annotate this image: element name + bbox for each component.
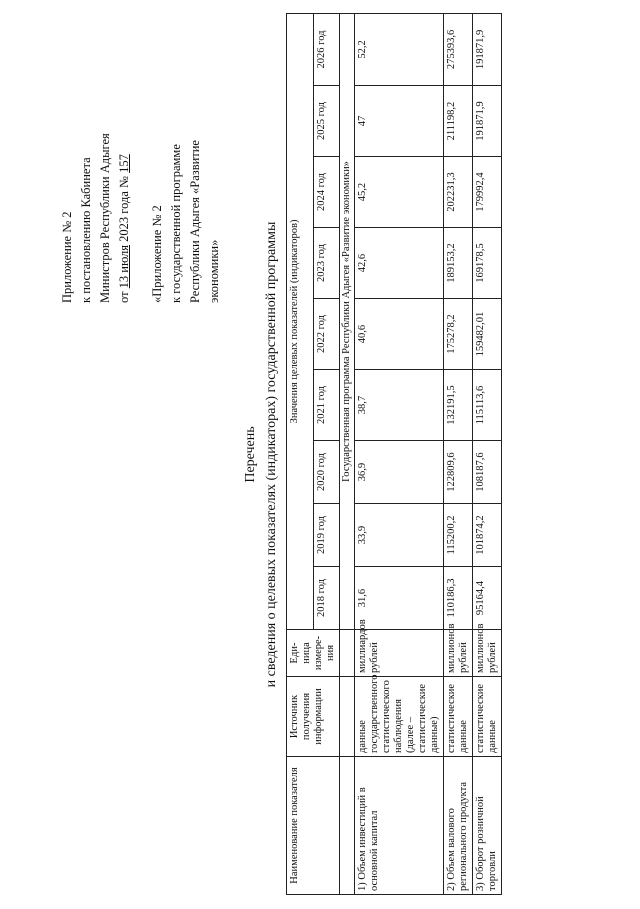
indicator-source: данные государственного статистического наблюдения (далее – статистические данные) — [355, 677, 444, 757]
value-cell: 189153,2 — [444, 228, 473, 299]
value-cell: 110186,3 — [444, 567, 473, 630]
header-year: 2023 год — [313, 228, 340, 299]
value-cell: 36,9 — [355, 441, 444, 504]
value-cell: 47 — [355, 86, 444, 157]
indicator-name: 1) Объем инвестиций в основной капитал — [355, 757, 444, 895]
value-cell: 179992,4 — [473, 157, 502, 228]
indicator-unit: миллионов рублей — [473, 630, 502, 677]
decree-number: 157 — [117, 154, 131, 173]
indicator-name: 2) Объем валового регионального продукта — [444, 757, 473, 895]
appendix-title: Приложение № 2 — [60, 211, 74, 303]
table-row — [444, 13, 473, 894]
header-year: 2019 год — [313, 504, 340, 567]
value-cell: 211198,2 — [444, 86, 473, 157]
appendix-line: к постановлению Кабинета — [79, 157, 93, 303]
header-name: Наименование показателя — [287, 757, 340, 895]
appendix-block — [58, 73, 224, 303]
value-cell: 202231,3 — [444, 157, 473, 228]
appendix-line: Министров Республики Адыгея — [98, 133, 112, 303]
appendix-line: Республики Адыгея «Развитие — [188, 140, 202, 303]
header-year: 2018 год — [313, 567, 340, 630]
document-title: Перечень — [243, 426, 258, 483]
value-cell: 45,2 — [355, 157, 444, 228]
value-cell: 191871,9 — [473, 86, 502, 157]
date-prefix: от — [117, 291, 131, 303]
value-cell: 95164,4 — [473, 567, 502, 630]
indicator-source: статистические данные — [473, 677, 502, 757]
date-year: 2023 года № — [117, 176, 131, 242]
header-values-group: Значения целевых показателей (индикаторов) — [287, 13, 314, 629]
header-year: 2025 год — [313, 86, 340, 157]
value-cell: 169178,5 — [473, 228, 502, 299]
document-subtitle: и сведения о целевых показателях (индикаторах) государственной программы — [264, 221, 279, 688]
header-year: 2024 год — [313, 157, 340, 228]
value-cell: 275393,6 — [444, 13, 473, 85]
value-cell: 191871,9 — [473, 13, 502, 85]
value-cell: 159482,01 — [473, 299, 502, 370]
value-cell: 132191,5 — [444, 370, 473, 441]
indicators-table — [286, 13, 502, 895]
value-cell: 115200,2 — [444, 504, 473, 567]
header-unit: Еди- ница измере- ния — [287, 630, 340, 677]
value-cell: 108187,6 — [473, 441, 502, 504]
indicator-name: 3) Оборот розничной торговли — [473, 757, 502, 895]
header-source: Источник получения информации — [287, 677, 340, 757]
header-year: 2020 год — [313, 441, 340, 504]
value-cell: 52,2 — [355, 13, 444, 85]
value-cell: 31,6 — [355, 567, 444, 630]
indicator-source: статистические данные — [444, 677, 473, 757]
value-cell: 33,9 — [355, 504, 444, 567]
program-row: Государственная программа Республики Адыгея «Развитие экономики» — [340, 13, 355, 629]
header-year: 2026 год — [313, 13, 340, 85]
value-cell: 42,6 — [355, 228, 444, 299]
indicator-unit: миллиардов рублей — [355, 630, 444, 677]
header-year: 2021 год — [313, 370, 340, 441]
indicator-unit: миллионов рублей — [444, 630, 473, 677]
date-day: 13 июля — [117, 244, 131, 289]
value-cell: 38,7 — [355, 370, 444, 441]
appendix-subtitle: «Приложение № 2 — [150, 205, 164, 303]
table-row — [355, 13, 444, 894]
appendix-line: к государственной программе — [169, 144, 183, 303]
appendix-date-line — [115, 73, 134, 303]
appendix-line: экономики» — [207, 239, 221, 303]
value-cell: 101874,2 — [473, 504, 502, 567]
value-cell: 122809,6 — [444, 441, 473, 504]
value-cell: 115113,6 — [473, 370, 502, 441]
table-row — [473, 13, 502, 894]
value-cell: 40,6 — [355, 299, 444, 370]
header-year: 2022 год — [313, 299, 340, 370]
value-cell: 175278,2 — [444, 299, 473, 370]
